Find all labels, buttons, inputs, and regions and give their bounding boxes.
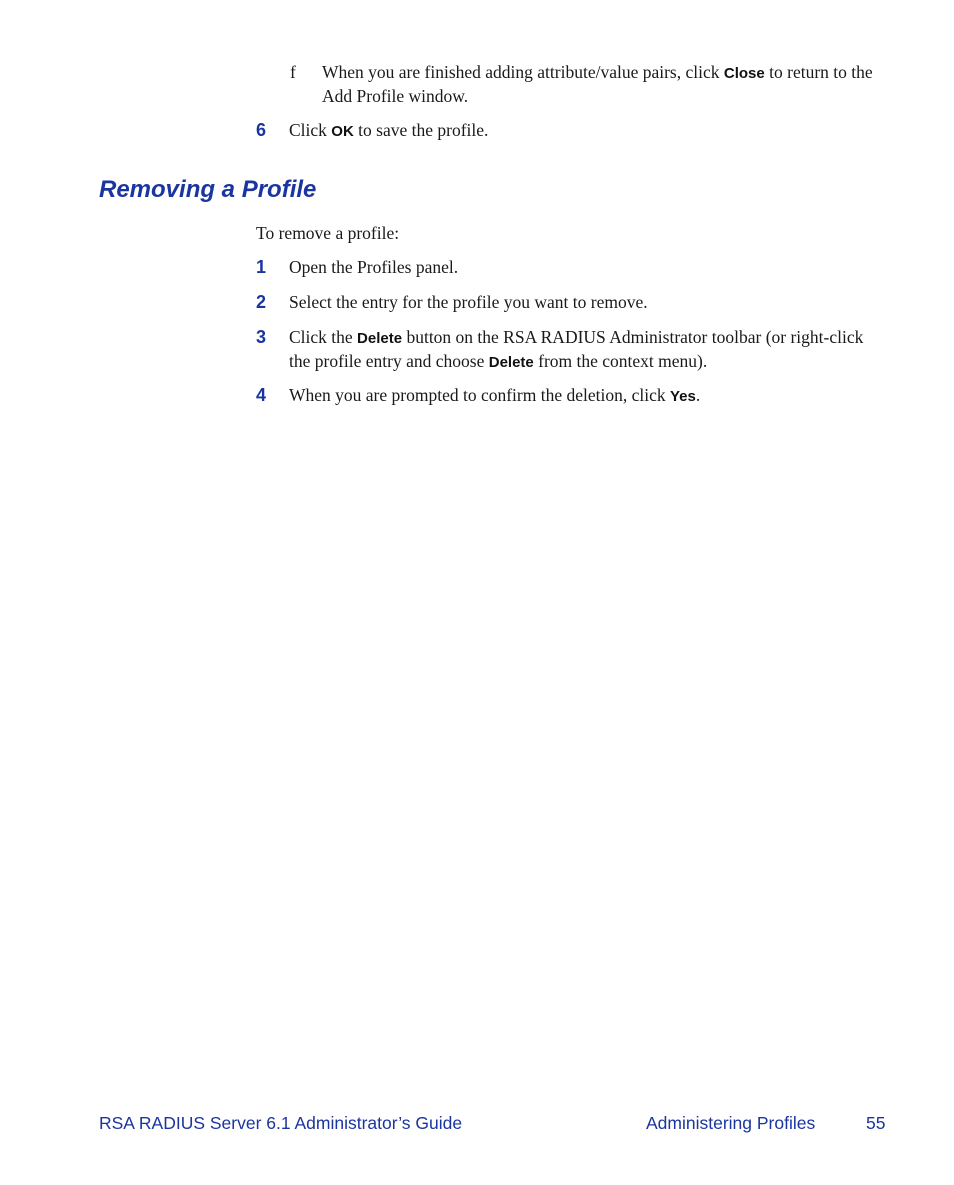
step-number-2: 2 [256,292,267,312]
step-1-text: Open the Profiles panel. [289,257,459,277]
step-number-3: 3 [256,327,267,347]
step-4-text-after: . [695,385,701,405]
step-6-text [289,119,879,143]
substep-f-text [322,61,897,108]
step-4-text-before: When you are prompted to confirm the deletion, click [289,385,670,405]
step-6-text-after: to save the profile. [353,120,489,140]
step-6-text-before: Click [289,120,332,140]
ui-term-close: Close [723,65,765,82]
substep-letter: f [290,62,296,82]
substep-f-text-before: When you are finished adding attribute/value pairs, click [322,62,724,82]
step-3-text-before: Click the [289,327,358,347]
step-2-text: Select the entry for the profile you want to remove. [289,292,648,312]
step-4-text [289,384,879,408]
ui-term-yes: Yes [669,388,696,405]
section-intro: To remove a profile: [256,223,400,243]
section-heading: Removing a Profile [99,176,317,203]
step-3-text-after: from the context menu). [533,351,708,371]
ui-term-delete-menu: Delete [488,354,534,371]
footer-guide-title: RSA RADIUS Server 6.1 Administrator’s Guide [99,1113,463,1133]
ui-term-ok: OK [331,123,354,140]
step-3-text-mid: button on the RSA RADIUS Administrator toolbar (or right-click the profile entry and choose [289,327,864,371]
step-number-4: 4 [256,385,267,405]
footer-chapter: Administering Profiles [646,1113,816,1133]
step-3-text [289,326,864,374]
substep-f-text-after: to return to the Add Profile window. [322,62,873,106]
footer-page-number: 55 [866,1113,886,1133]
step-number-6: 6 [256,120,267,140]
step-number-1: 1 [256,257,267,277]
ui-term-delete-button: Delete [357,330,403,347]
